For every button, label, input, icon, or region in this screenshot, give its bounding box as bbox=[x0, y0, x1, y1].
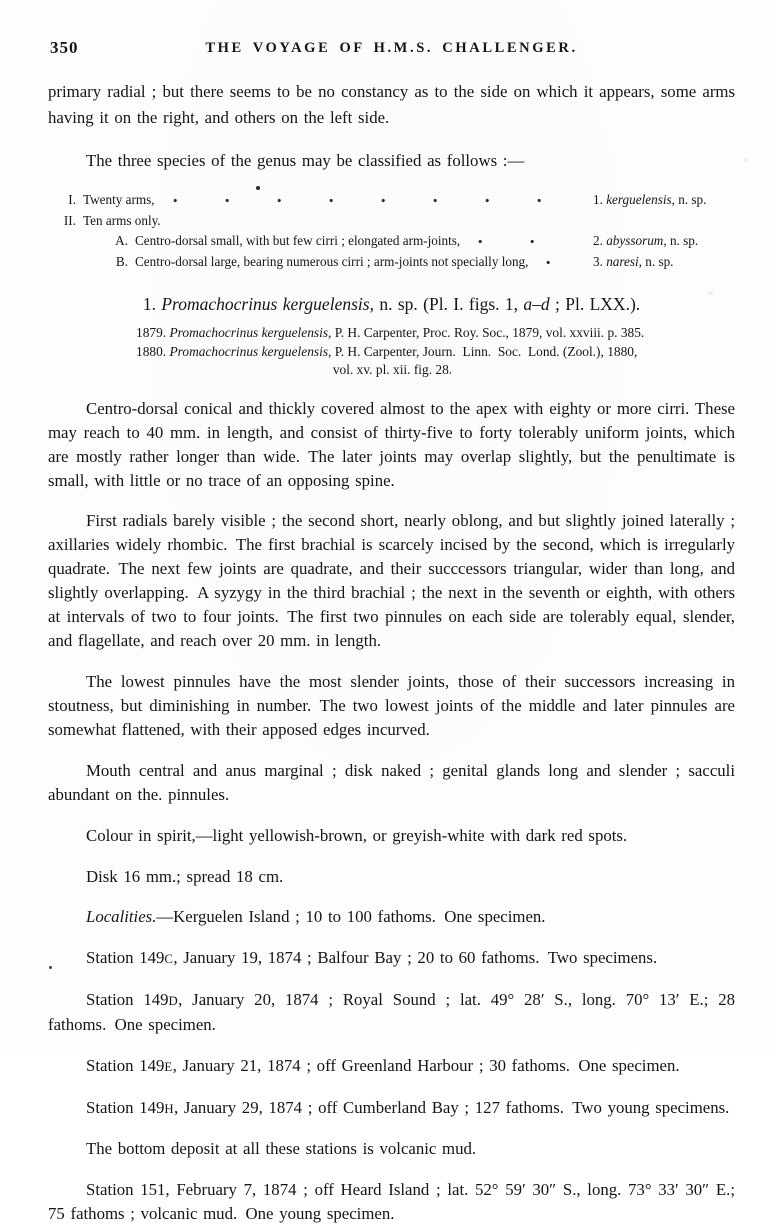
classification-row-result bbox=[593, 190, 735, 211]
paragraph-centro-dorsal: Centro-dorsal conical and thickly covered almost to the apex with eighty or more cirri. These may reach to 40 mm. in length, and consist of thirty-five to forty tolerably uniform joints, which are mostly rather longer than wide. The later joints may overlap slightly, but the penultimate is small, with little or no trace of an opposing spine. bbox=[48, 398, 735, 490]
species-suffix: , n. sp. bbox=[638, 253, 674, 269]
paragraph-station-151: Station 151, February 7, 1874 ; off Heard Island ; lat. 52° 59′ 30″ S., long. 73° 33′ 30″ E.; 75 fathoms ; volcanic mud. One young specimen. bbox=[48, 1180, 735, 1224]
species-ref-number: 2. bbox=[593, 233, 607, 249]
classification-row-text: Centro-dorsal large, bearing numerous cirri ; arm-joints not specially long, bbox=[135, 253, 529, 269]
classification-row-result bbox=[593, 231, 735, 252]
species-name: kerguelensis bbox=[606, 192, 672, 208]
intro-section bbox=[48, 79, 735, 174]
classification-row-text: Twenty arms, bbox=[83, 192, 155, 208]
ink-spot-artifact bbox=[49, 966, 52, 969]
paragraph-radials: First radials barely visible ; the second short, nearly oblong, and but slightly joined laterally ; axillaries widely rhombic. The first brachial is scarcely incised by the second, which is irregularly quadrate. The next few joints are quadrate, and their succcessors triangular, wider than long, and slightly overlapping. A syzygy in the third brachial ; the next in the seventh or eighth, with others at intervals of two to four joints. The first two pinnules on each side are tolerably equal, slender, and flagellate, and reach over 20 mm. in length. bbox=[48, 511, 735, 651]
classification-row-text: Ten arms only. bbox=[83, 212, 161, 228]
paragraph-dimensions: Disk 16 mm.; spread 18 cm. bbox=[86, 866, 284, 886]
classification-row-label: I. bbox=[68, 192, 76, 208]
running-title: THE VOYAGE OF H.M.S. CHALLENGER. bbox=[205, 40, 578, 56]
classification-row bbox=[50, 252, 735, 273]
species-ref-number: 3. bbox=[593, 253, 607, 269]
species-heading: 1. Promachocrinus kerguelensis, n. sp. (Pl. I. figs. 1, a–d ; Pl. LXX.). bbox=[142, 294, 641, 315]
reference-1880: 1880. Promachocrinus kerguelensis, P. H. Carpenter, Journ. Linn. Soc. Lond. (Zool.), 1880, bbox=[136, 343, 638, 359]
species-suffix: , n. sp. bbox=[663, 233, 699, 249]
page-number: 350 bbox=[50, 38, 79, 57]
species-name: abyssorum bbox=[606, 233, 664, 249]
scan-smudge bbox=[744, 158, 748, 161]
classification-row bbox=[50, 211, 735, 232]
synonymy-references bbox=[136, 324, 729, 380]
paragraph-station-149e: Station 149E, January 21, 1874 ; off Greenland Harbour ; 30 fathoms. One specimen. bbox=[86, 1055, 680, 1075]
classification-row-result bbox=[593, 252, 735, 273]
dot-leader bbox=[472, 239, 581, 244]
paragraph-station-149c: Station 149C, January 19, 1874 ; Balfour Bay ; 20 to 60 fathoms. Two specimens. bbox=[86, 948, 658, 968]
scan-smudge bbox=[708, 292, 713, 295]
paragraph-colour: Colour in spirit,—light yellowish-brown, or greyish-white with dark red spots. bbox=[86, 825, 628, 845]
species-ref-number: 1. bbox=[593, 192, 607, 208]
classification-key bbox=[50, 190, 735, 272]
ink-spot-artifact bbox=[256, 186, 260, 190]
paragraph-station-149d: Station 149D, January 20, 1874 ; Royal Sound ; lat. 49° 28′ S., long. 70° 13′ E.; 28 fathoms. One specimen. bbox=[48, 990, 735, 1035]
reference-1879: 1879. Promachocrinus kerguelensis, P. H. Carpenter, Proc. Roy. Soc., 1879, vol. xxviii. p. 385. bbox=[136, 325, 645, 341]
dot-leader bbox=[540, 260, 581, 265]
species-name: naresi bbox=[606, 253, 639, 269]
paragraph-bottom-deposit: The bottom deposit at all these stations is volcanic mud. bbox=[86, 1139, 477, 1159]
species-description bbox=[48, 397, 735, 1226]
paragraph-continuation: primary radial ; but there seems to be no constancy as to the side on which it appears, some arms having it on the right, and others on the left side. bbox=[48, 81, 735, 127]
classification-row-label: II. bbox=[63, 212, 76, 228]
species-suffix: , n. sp. bbox=[671, 192, 707, 208]
dot-leader bbox=[167, 198, 581, 203]
classification-row-label: A. bbox=[115, 233, 128, 249]
page-header bbox=[48, 38, 735, 62]
paragraph-mouth-anus: Mouth central and anus marginal ; disk naked ; genital glands long and slender ; sacculi abundant on the. pinnules. bbox=[48, 761, 735, 805]
paragraph-localities: Localities.—Kerguelen Island ; 10 to 100 fathoms. One specimen. bbox=[86, 907, 546, 927]
paragraph-lead-in: The three species of the genus may be classified as follows :— bbox=[86, 150, 525, 170]
paragraph-pinnules: The lowest pinnules have the most slender joints, those of their successors increasing in stoutness, but diminishing in number. The two lowest joints of the middle and later pinnules are somewhat flattened, with their apposed edges incurved. bbox=[48, 672, 735, 740]
classification-row-text: Centro-dorsal small, with but few cirri ; elongated arm-joints, bbox=[135, 233, 461, 249]
reference-1880-continuation: vol. xv. pl. xii. fig. 28. bbox=[332, 362, 453, 378]
paragraph-station-149h: Station 149H, January 29, 1874 ; off Cumberland Bay ; 127 fathoms. Two young specimens. bbox=[86, 1097, 730, 1117]
classification-row bbox=[50, 190, 735, 211]
classification-row bbox=[50, 231, 735, 252]
classification-row-label: B. bbox=[115, 253, 128, 269]
